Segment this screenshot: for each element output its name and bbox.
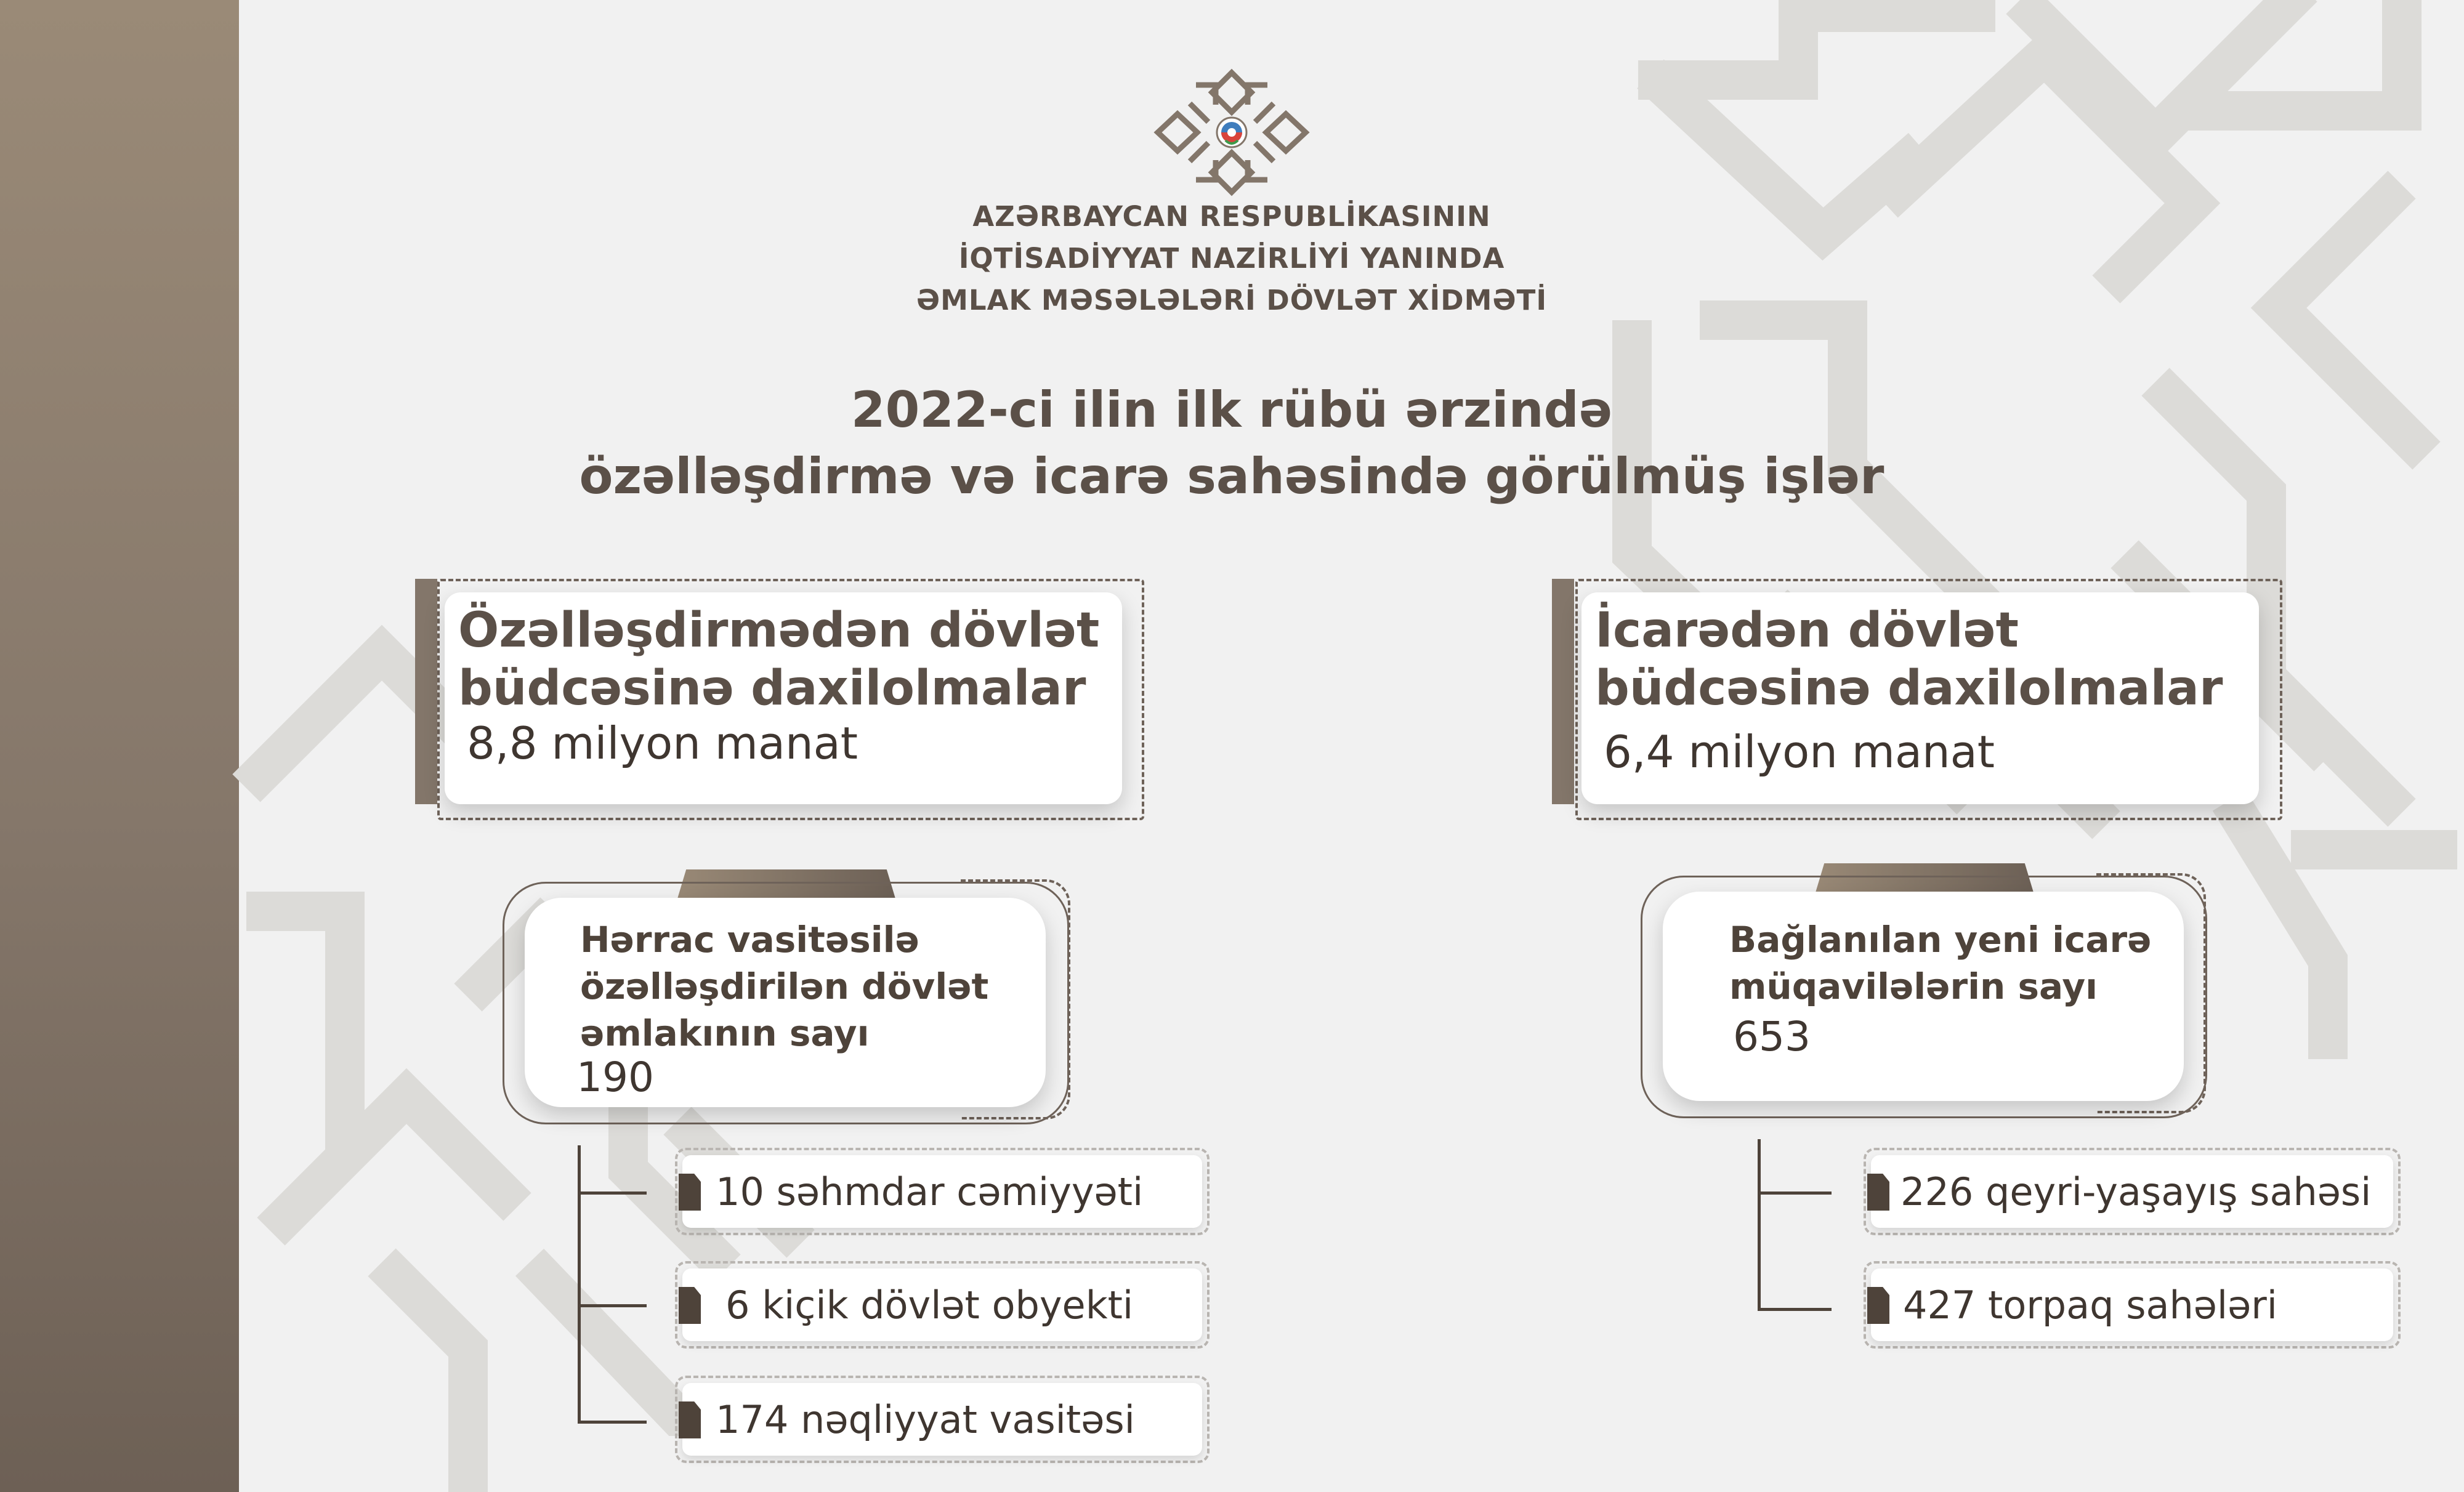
privatization-tree-trunk	[578, 1145, 581, 1424]
privatization-item-3-label: 174 nəqliyyat vasitəsi	[716, 1397, 1135, 1442]
privatization-budget-value: 8,8 milyon manat	[467, 717, 858, 769]
privatization-item-1-tab-icon	[679, 1174, 701, 1211]
privatization-count-label-line-2: özəlləşdirilən dövlət	[580, 966, 989, 1007]
privatization-count-label-line-3: əmlakının sayı	[580, 1012, 870, 1054]
privatization-item-1	[675, 1148, 1210, 1235]
privatization-budget-title-line-1: Özəlləşdirmədən dövlət	[458, 603, 1100, 658]
lease-item-1	[1864, 1148, 2401, 1235]
lease-item-2-label: 427 torpaq sahələri	[1903, 1283, 2278, 1328]
lease-count-card	[1663, 892, 2184, 1101]
privatization-item-3	[675, 1376, 1210, 1463]
privatization-tree-branch-3	[578, 1421, 647, 1424]
main-title	[493, 377, 1971, 510]
privatization-item-3-tab-icon	[679, 1401, 701, 1438]
lease-tree-trunk	[1758, 1139, 1761, 1310]
lease-count-value: 653	[1733, 1013, 1811, 1060]
privatization-budget-accent-bar	[415, 579, 437, 804]
lease-budget-card	[1581, 592, 2259, 804]
privatization-item-2-tab-icon	[679, 1287, 701, 1324]
organization-emblem-icon	[1153, 68, 1311, 197]
lease-item-1-tab-icon	[1867, 1174, 1889, 1211]
privatization-item-2	[675, 1261, 1210, 1349]
main-title-line-2: özəlləşdirmə və icarə sahəsində görülmüş işlər	[579, 448, 1884, 505]
organization-name-line-3: ƏMLAK MƏSƏLƏLƏRİ DÖVLƏT XİDMƏTİ	[916, 284, 1548, 317]
organization-name	[739, 196, 1724, 321]
lease-tree-branch-2	[1758, 1308, 1832, 1311]
privatization-item-1-label: 10 səhmdar cəmiyyəti	[716, 1169, 1144, 1214]
privatization-tree-branch-2	[578, 1304, 647, 1307]
organization-name-line-1: AZƏRBAYCAN RESPUBLİKASININ	[972, 200, 1491, 233]
privatization-budget-title-line-2: büdcəsinə daxilolmalar	[458, 661, 1086, 716]
organization-name-line-2: İQTİSADİYYAT NAZİRLİYİ YANINDA	[958, 242, 1505, 275]
privatization-count-label-line-1: Hərrac vasitəsilə	[580, 919, 919, 961]
lease-budget-title-line-1: İcarədən dövlət	[1595, 603, 2019, 658]
lease-item-1-label: 226 qeyri-yaşayış sahəsi	[1901, 1169, 2372, 1214]
lease-budget-accent-bar	[1552, 579, 1574, 804]
lease-count-label-line-2: müqavilələrin sayı	[1729, 966, 2098, 1007]
main-title-line-1: 2022-ci ilin ilk rübü ərzində	[850, 381, 1613, 438]
privatization-count-value: 190	[576, 1054, 654, 1101]
privatization-item-2-label: 6 kiçik dövlət obyekti	[725, 1283, 1134, 1328]
lease-item-2-tab-icon	[1867, 1287, 1889, 1324]
privatization-budget-card	[445, 592, 1122, 804]
lease-item-2	[1864, 1261, 2401, 1349]
privatization-tree-branch-1	[578, 1192, 647, 1195]
lease-budget-value: 6,4 milyon manat	[1604, 726, 1995, 778]
privatization-count-card	[525, 898, 1046, 1107]
lease-tree-branch-1	[1758, 1192, 1832, 1195]
lease-budget-title-line-2: büdcəsinə daxilolmalar	[1595, 661, 2223, 716]
lease-count-label-line-1: Bağlanılan yeni icarə	[1729, 919, 2152, 961]
